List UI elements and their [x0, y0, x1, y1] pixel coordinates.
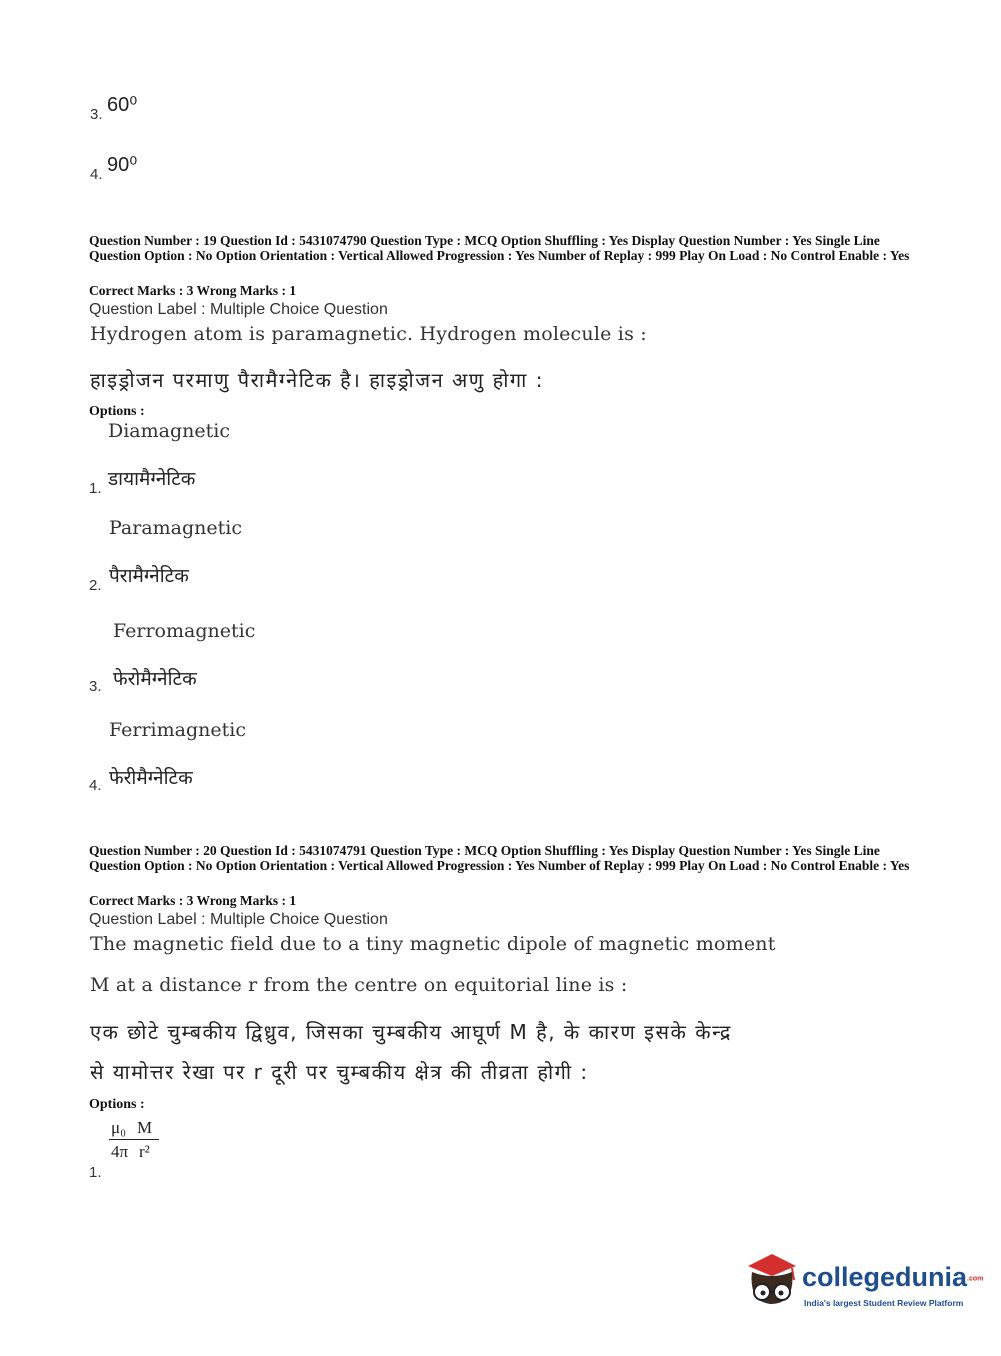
- option-text-english: Diamagnetic: [108, 420, 230, 442]
- question-marks: Correct Marks : 3 Wrong Marks : 1: [89, 283, 297, 298]
- question-text-hindi-line-1: एक छोटे चुम्बकीय द्विध्रुव, जिसका चुम्बकीय आघूर्ण M है, के कारण इसके केन्द्र: [90, 1020, 732, 1044]
- collegedunia-logo: [742, 1250, 984, 1320]
- formula-r-squared: r²: [139, 1142, 150, 1161]
- options-label: Options :: [89, 404, 145, 419]
- option-number: 3.: [89, 678, 102, 695]
- option-text-hindi: फेरीमैग्नेटिक: [109, 767, 193, 789]
- question-text-hindi-line-2: से यामोत्तर रेखा पर r दूरी पर चुम्बकीय क्षेत्र की तीव्रता होगी :: [90, 1060, 589, 1084]
- option-text-hindi: फेरोमैग्नेटिक: [113, 668, 197, 690]
- option-number: 1.: [89, 480, 102, 497]
- question-label: Question Label : Multiple Choice Question: [89, 301, 388, 318]
- logo-wordmark: [802, 1262, 983, 1293]
- logo-name: collegedunia: [802, 1262, 968, 1292]
- option-text-hindi: डायामैग्नेटिक: [108, 468, 196, 490]
- logo-suffix: .com: [967, 1275, 984, 1283]
- question-meta: Question Number : 20 Question Id : 5431074791 Question Type : MCQ Option Shuffling : Yes Display Question Number : Yes Single Line Question Option : No Option Orientation : Vertical Allowed Progression : Yes Number of Replay : 999 Play On Load : No Control Enable : Yes: [89, 843, 910, 873]
- option-text-hindi: पैरामैग्नेटिक: [109, 565, 189, 587]
- formula-four-pi: 4π: [111, 1142, 129, 1161]
- option-number: 2.: [89, 577, 102, 594]
- logo-tagline: India's largest Student Review Platform: [804, 1298, 964, 1308]
- options-label: Options :: [89, 1097, 145, 1112]
- question-text-hindi: हाइड्रोजन परमाणु पैरामैग्नेटिक है। हाइड्रोजन अणु होगा :: [90, 368, 544, 392]
- question-text-english-line-1: The magnetic field due to a tiny magnetic dipole of magnetic moment: [90, 933, 776, 955]
- question-label: Question Label : Multiple Choice Question: [89, 911, 388, 928]
- option-text-english: Paramagnetic: [109, 517, 243, 539]
- option-text: 90⁰: [107, 154, 138, 176]
- formula-mu-zero: μ₀: [111, 1118, 127, 1137]
- option-number: 1.: [89, 1164, 102, 1181]
- question-marks: Correct Marks : 3 Wrong Marks : 1: [89, 893, 297, 908]
- option-text-english: Ferromagnetic: [113, 620, 256, 642]
- option-number: 3.: [90, 106, 103, 123]
- option-number: 4.: [89, 777, 102, 794]
- question-meta: Question Number : 19 Question Id : 5431074790 Question Type : MCQ Option Shuffling : Yes Display Question Number : Yes Single Line Question Option : No Option Orientation : Vertical Allowed Progression : Yes Number of Replay : 999 Play On Load : No Control Enable : Yes: [89, 233, 910, 263]
- question-text-english: Hydrogen atom is paramagnetic. Hydrogen molecule is :: [90, 323, 647, 345]
- option-text-english: Ferrimagnetic: [109, 719, 246, 741]
- formula-fraction: [109, 1118, 159, 1161]
- option-text: 60⁰: [107, 94, 138, 116]
- question-text-english-line-2: M at a distance r from the centre on equitorial line is :: [90, 974, 628, 996]
- mascot-icon: [742, 1250, 802, 1312]
- option-number: 4.: [90, 166, 103, 183]
- formula-moment: M: [137, 1118, 153, 1137]
